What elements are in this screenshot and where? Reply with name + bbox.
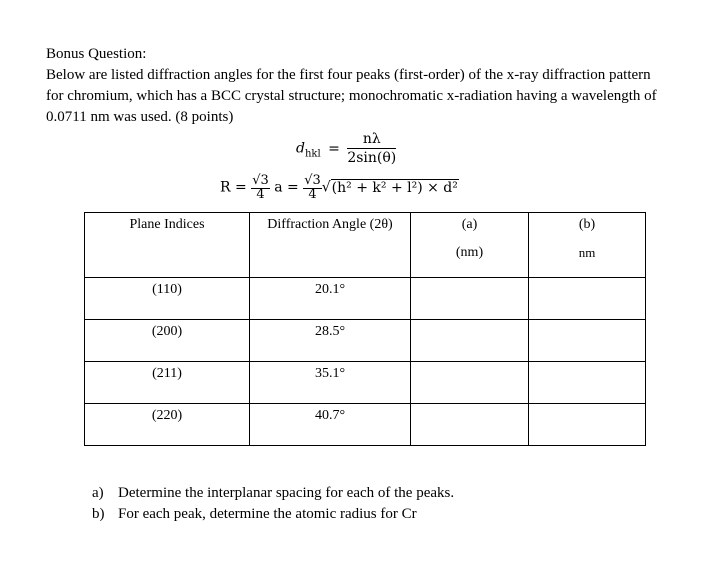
r-mid: a = [274, 179, 299, 196]
r-lhs: R = [220, 179, 247, 196]
d-subscript: hkl [304, 148, 321, 160]
plane-cell: (110) [85, 278, 250, 320]
table-row [85, 278, 646, 320]
task-item [92, 504, 454, 525]
answer-b-cell[interactable] [529, 320, 646, 362]
question-heading: Bonus Question: [46, 46, 147, 62]
task-text: For each peak, determine the atomic radius for Cr [118, 506, 417, 522]
angle-cell: 35.1° [250, 362, 411, 404]
radical-body: (h² + k² + l²) × d² [331, 179, 458, 196]
answer-a-cell[interactable] [411, 320, 529, 362]
answer-b-cell[interactable] [529, 404, 646, 446]
bragg-denominator: 2sin(θ) [347, 150, 397, 166]
header-plane-indices: Plane Indices [85, 213, 250, 278]
atomic-radius-equation [220, 174, 459, 201]
question-block [46, 44, 666, 128]
header-a: (a) (nm) [411, 213, 529, 278]
task-marker: a) [92, 485, 104, 501]
table-row [85, 362, 646, 404]
angle-cell: 28.5° [250, 320, 411, 362]
diffraction-table [84, 212, 646, 446]
r-fraction-1: $\frac{√3}{4}$ [252, 173, 269, 202]
bragg-numerator: nλ [347, 130, 396, 149]
answer-b-cell[interactable] [529, 278, 646, 320]
answer-a-cell[interactable] [411, 404, 529, 446]
table-row [85, 320, 646, 362]
header-b: (b) nm [529, 213, 646, 278]
table-row [85, 404, 646, 446]
task-marker: b) [92, 506, 105, 522]
answer-a-cell[interactable] [411, 278, 529, 320]
task-list [92, 483, 454, 525]
radical-sign: √ [321, 179, 331, 196]
angle-cell: 20.1° [250, 278, 411, 320]
interplanar-spacing-equation: $d_{hkl}$ = $\frac{n\lambda}{2\sin(\theta)}$ [296, 131, 397, 166]
plane-cell: (200) [85, 320, 250, 362]
r-fraction-2: $\frac{√3}{4}$ [304, 173, 321, 202]
bragg-fraction [347, 130, 396, 167]
angle-cell: 40.7° [250, 404, 411, 446]
plane-cell: (220) [85, 404, 250, 446]
task-text: Determine the interplanar spacing for each of the peaks. [118, 485, 455, 501]
header-diffraction-angle: Diffraction Angle (2θ) [250, 213, 411, 278]
table-header-row [85, 213, 646, 278]
d-symbol: d [296, 140, 305, 157]
task-item [92, 483, 454, 504]
answer-b-cell[interactable] [529, 362, 646, 404]
question-body: Below are listed diffraction angles for the first four peaks (first-order) of the x-ray diffraction pattern for chromium, which has a BCC crystal structure; monochromatic x-radiation having a wavelength of 0.0711 nm was used. (8 points) [46, 67, 657, 125]
answer-a-cell[interactable] [411, 362, 529, 404]
plane-cell: (211) [85, 362, 250, 404]
